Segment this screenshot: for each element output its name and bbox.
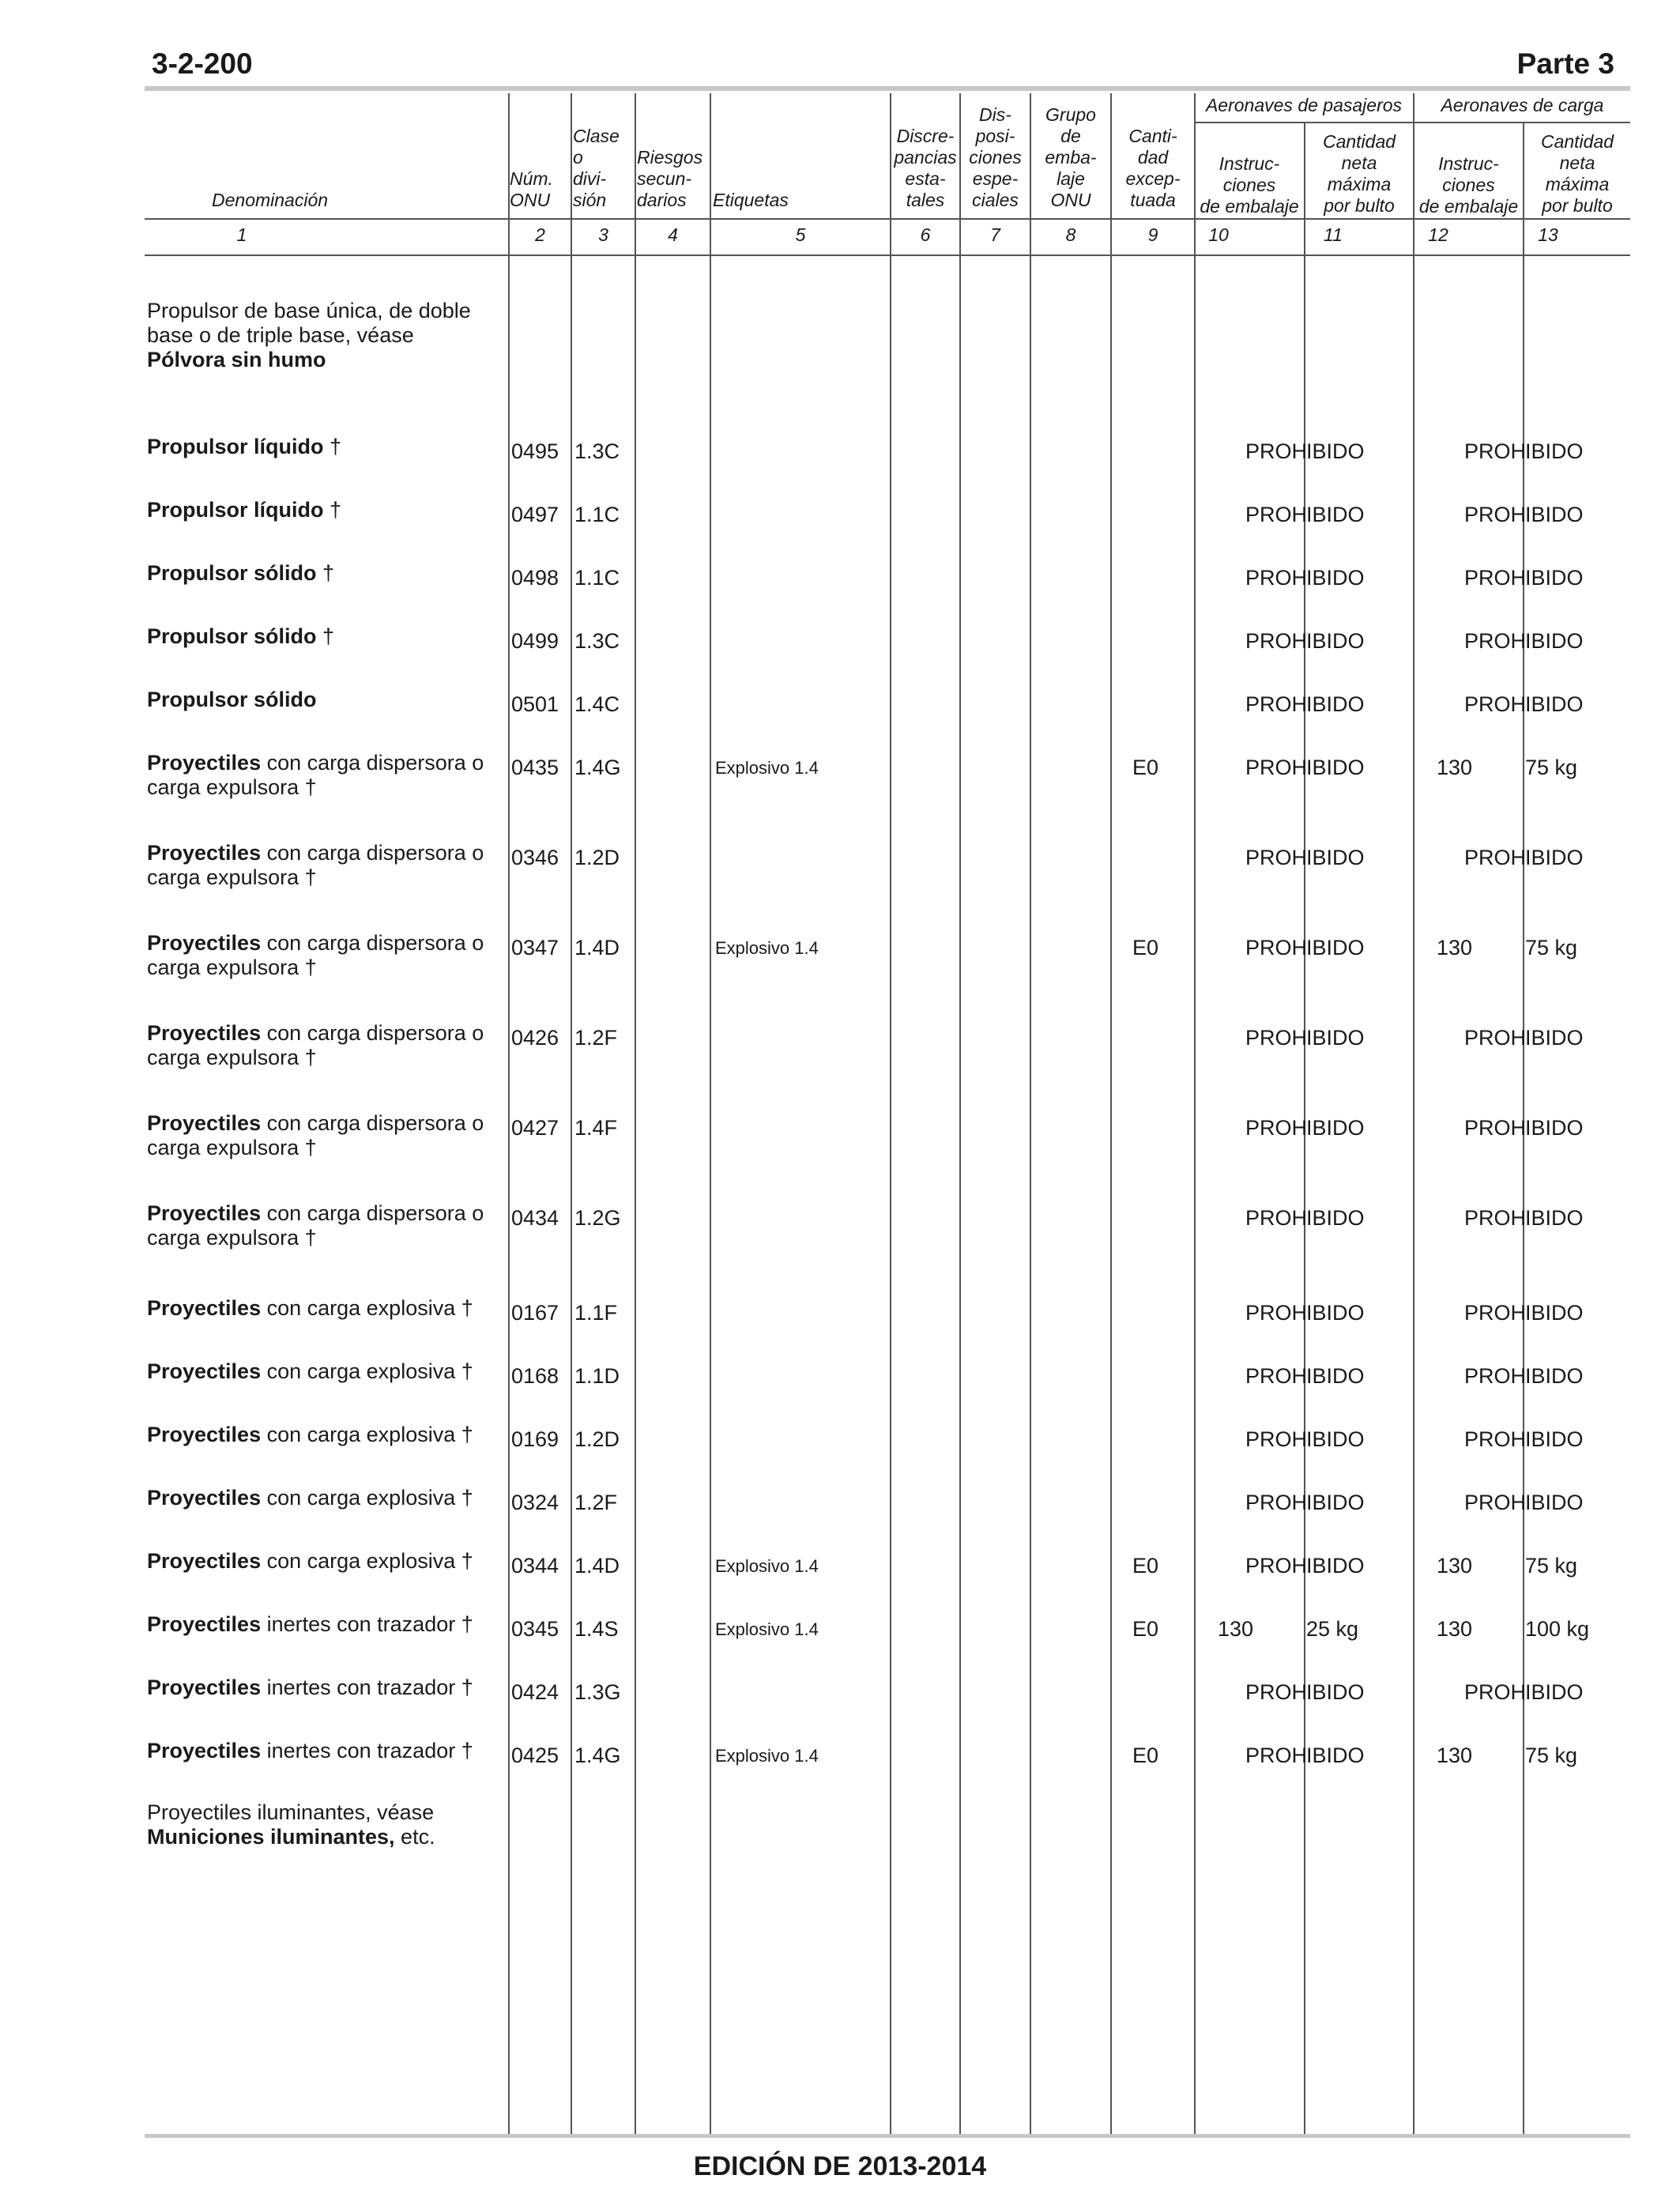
col-number-5: 5: [795, 224, 806, 245]
entry-name: [147, 1359, 495, 1384]
entry-name-text: con carga dispersora o carga expulsora †: [147, 1021, 484, 1069]
entry-name-text: †: [323, 498, 342, 522]
un-number: 0324: [511, 1491, 559, 1514]
body-divider-4: [635, 254, 636, 2134]
entry-name-bold: Propulsor sólido: [147, 561, 317, 585]
col-number-6: 6: [920, 224, 931, 245]
pax-packing-instruction: PROH: [1245, 439, 1308, 463]
entry-name-bold: Propulsor sólido: [147, 688, 317, 711]
pax-max-quantity: IBIDO: [1306, 566, 1365, 590]
entry-name-bold: Proyectiles: [147, 1201, 262, 1225]
class-division: 1.4D: [574, 1554, 620, 1578]
group-header-passenger: Aeronaves de pasajeros: [1205, 95, 1403, 115]
pax-packing-instruction: PROH: [1245, 1206, 1308, 1230]
cargo-packing-instruction: PROH: [1464, 1026, 1527, 1050]
cargo-max-quantity: IBIDO: [1525, 503, 1584, 526]
entry-name: [147, 841, 495, 890]
pax-packing-instruction: PROH: [1245, 692, 1308, 716]
class-division: 1.4F: [574, 1116, 618, 1140]
cargo-max-quantity: IBIDO: [1525, 566, 1584, 590]
pax-max-quantity: IBIDO: [1306, 692, 1365, 716]
un-number: 0501: [511, 692, 559, 716]
col-number-2: 2: [535, 224, 545, 245]
pax-packing-instruction: PROH: [1245, 629, 1308, 653]
col-number-8: 8: [1065, 224, 1076, 245]
entry-name-text: †: [316, 624, 335, 648]
entry-name-text: con carga explosiva †: [261, 1549, 473, 1573]
cargo-max-quantity: IBIDO: [1525, 439, 1584, 463]
entry-name: [147, 1021, 495, 1070]
pax-max-quantity: IBIDO: [1306, 1026, 1365, 1050]
cargo-max-quantity: IBIDO: [1525, 846, 1584, 869]
page-number: 3-2-200: [152, 47, 253, 80]
pax-max-quantity: IBIDO: [1306, 1364, 1365, 1388]
entry-name-bold: Proyectiles: [147, 1296, 262, 1320]
entry-name: [147, 1423, 495, 1447]
cargo-max-quantity: 75 kg: [1525, 936, 1578, 959]
entry-name: [147, 931, 495, 980]
entry-name-text: con carga explosiva †: [261, 1486, 473, 1510]
entry-name-text: inertes con trazador †: [261, 1739, 473, 1762]
entry-name-ref: Municiones iluminantes,: [147, 1825, 395, 1849]
cargo-max-quantity: IBIDO: [1525, 1026, 1584, 1050]
pax-packing-instruction: 130: [1218, 1617, 1254, 1641]
entry-name-bold: Proyectiles: [147, 1111, 262, 1135]
cargo-max-quantity: 75 kg: [1525, 1744, 1578, 1767]
part-label: Parte 3: [1516, 47, 1614, 80]
excepted-quantity: E0: [1132, 1744, 1159, 1767]
pax-packing-instruction: PROH: [1245, 1301, 1308, 1325]
bottom-rule: [145, 2134, 1630, 2138]
class-division: 1.4S: [574, 1617, 619, 1641]
excepted-quantity: E0: [1132, 1554, 1159, 1578]
label-cell: Explosivo 1.4: [715, 1746, 819, 1766]
col-header-2: Núm. ONU: [510, 168, 553, 210]
cargo-max-quantity: IBIDO: [1525, 1301, 1584, 1325]
un-number: 0345: [511, 1617, 559, 1641]
un-number: 0499: [511, 629, 559, 653]
body-divider-8: [1030, 254, 1031, 2134]
pax-packing-instruction: PROH: [1245, 1026, 1308, 1050]
body-divider-11: [1304, 254, 1305, 2134]
entry-name-text: con carga dispersora o carga expulsora †: [147, 841, 484, 889]
excepted-quantity: E0: [1132, 756, 1159, 779]
col-header-6: Discre- pancias esta- tales: [894, 126, 957, 210]
class-division: 1.4G: [574, 756, 621, 779]
class-division: 1.2D: [574, 1427, 620, 1451]
body-divider-6: [890, 254, 891, 2134]
col-header-9: Canti- dad excep- tuada: [1125, 126, 1181, 210]
top-rule: [145, 86, 1630, 91]
pax-packing-instruction: PROH: [1245, 1744, 1308, 1767]
entry-name: [147, 1486, 495, 1510]
cargo-packing-instruction: PROH: [1464, 1491, 1527, 1514]
pax-packing-instruction: PROH: [1245, 756, 1308, 779]
entry-name: [147, 688, 495, 712]
cargo-max-quantity: 100 kg: [1525, 1617, 1590, 1641]
cargo-packing-instruction: PROH: [1464, 1364, 1527, 1388]
cargo-packing-instruction: PROH: [1464, 1680, 1527, 1704]
entry-name: [147, 435, 495, 459]
un-number: 0344: [511, 1554, 559, 1578]
col-header-13: Cantidad neta máxima por bulto: [1540, 131, 1614, 216]
un-number: 0434: [511, 1206, 559, 1230]
edition-footer: EDICIÓN DE 2013-2014: [693, 2151, 987, 2181]
cargo-packing-instruction: 130: [1437, 756, 1473, 779]
col-number-7: 7: [990, 224, 1000, 245]
entry-name-bold: Propulsor sólido: [147, 624, 317, 648]
column-number-rule: [145, 254, 1630, 256]
un-number: 0169: [511, 1427, 559, 1451]
entry-name: [147, 1111, 495, 1160]
entry-name: [147, 1800, 495, 1849]
col-number-1: 1: [236, 224, 247, 245]
pax-max-quantity: IBIDO: [1306, 1680, 1365, 1704]
pax-max-quantity: IBIDO: [1306, 756, 1365, 779]
cargo-packing-instruction: 130: [1437, 1554, 1473, 1578]
entry-name-suffix: etc.: [394, 1825, 435, 1849]
pax-max-quantity: IBIDO: [1306, 1206, 1365, 1230]
body-divider-7: [959, 254, 961, 2134]
entry-name-bold: Proyectiles: [147, 751, 262, 775]
class-division: 1.2F: [574, 1491, 618, 1514]
col-header-5: Etiquetas: [713, 190, 789, 210]
entry-name-text: con carga explosiva †: [261, 1296, 473, 1320]
entry-name-text: †: [316, 561, 335, 585]
class-division: 1.1C: [574, 566, 620, 590]
class-division: 1.2G: [574, 1206, 621, 1230]
entry-name: [147, 1739, 495, 1763]
entry-name: [147, 1201, 495, 1250]
cargo-packing-instruction: 130: [1437, 1744, 1473, 1767]
pax-packing-instruction: PROH: [1245, 936, 1308, 959]
cargo-max-quantity: IBIDO: [1525, 1427, 1584, 1451]
col-divider-2: [508, 93, 510, 2134]
cargo-packing-instruction: PROH: [1464, 1116, 1527, 1140]
entry-name: [147, 1549, 495, 1574]
cargo-max-quantity: IBIDO: [1525, 692, 1584, 716]
cargo-max-quantity: IBIDO: [1525, 1206, 1584, 1230]
entry-name-bold: Proyectiles: [147, 1739, 262, 1762]
col-divider-3: [571, 93, 572, 2134]
pax-max-quantity: 25 kg: [1306, 1617, 1359, 1641]
entry-name-text: con carga explosiva †: [261, 1423, 473, 1446]
un-number: 0168: [511, 1364, 559, 1388]
label-cell: Explosivo 1.4: [715, 758, 819, 778]
pax-packing-instruction: PROH: [1245, 1680, 1308, 1704]
pax-max-quantity: IBIDO: [1306, 1301, 1365, 1325]
un-number: 0495: [511, 439, 559, 463]
entry-name-text: con carga dispersora o carga expulsora †: [147, 1111, 484, 1159]
col-header-7: Dis- posi- ciones espe- ciales: [969, 104, 1022, 210]
entry-name-bold: Proyectiles: [147, 1676, 262, 1699]
cargo-packing-instruction: PROH: [1464, 1206, 1527, 1230]
entry-name: [147, 624, 495, 649]
entry-name-text: inertes con trazador †: [261, 1676, 473, 1699]
pax-max-quantity: IBIDO: [1306, 439, 1365, 463]
cargo-packing-instruction: PROH: [1464, 439, 1527, 463]
col-header-1: Denominación: [212, 190, 329, 210]
cargo-max-quantity: IBIDO: [1525, 1116, 1584, 1140]
class-division: 1.3C: [574, 629, 620, 653]
un-number: 0167: [511, 1301, 559, 1325]
label-cell: Explosivo 1.4: [715, 1556, 819, 1576]
col-header-4: Riesgos secun- darios: [637, 147, 703, 210]
entry-name-text: †: [323, 435, 342, 458]
un-number: 0427: [511, 1116, 559, 1140]
pax-packing-instruction: PROH: [1245, 566, 1308, 590]
col-header-11: Cantidad neta máxima por bulto: [1322, 131, 1396, 216]
entry-name-text: con carga dispersora o carga expulsora †: [147, 931, 484, 979]
entry-name-bold: Propulsor líquido: [147, 498, 324, 522]
col-header-10: Instruc- ciones de embalaje: [1200, 153, 1299, 217]
cargo-max-quantity: 75 kg: [1525, 1554, 1578, 1578]
cargo-packing-instruction: 130: [1437, 936, 1473, 959]
pax-max-quantity: IBIDO: [1306, 629, 1365, 653]
pax-packing-instruction: PROH: [1245, 1554, 1308, 1578]
class-division: 1.2D: [574, 846, 620, 869]
un-number: 0426: [511, 1026, 559, 1050]
cargo-max-quantity: IBIDO: [1525, 1680, 1584, 1704]
cargo-packing-instruction: PROH: [1464, 566, 1527, 590]
label-cell: Explosivo 1.4: [715, 938, 819, 958]
un-number: 0497: [511, 503, 559, 526]
cargo-packing-instruction: PROH: [1464, 846, 1527, 869]
un-number: 0347: [511, 936, 559, 959]
entry-name: [147, 299, 495, 372]
col-number-11: 11: [1324, 224, 1343, 245]
entry-name-bold: Proyectiles: [147, 1486, 262, 1510]
excepted-quantity: E0: [1132, 936, 1159, 959]
entry-name-text: Propulsor de base única, de doble base o de triple base, véase: [147, 299, 471, 347]
un-number: 0346: [511, 846, 559, 869]
entry-name: [147, 561, 495, 586]
pax-packing-instruction: PROH: [1245, 1116, 1308, 1140]
cargo-max-quantity: IBIDO: [1525, 629, 1584, 653]
col-number-3: 3: [598, 224, 608, 245]
col-header-8: Grupo de emba- laje ONU: [1045, 104, 1097, 210]
entry-name-ref: Pólvora sin humo: [147, 348, 326, 371]
col-number-12: 12: [1428, 224, 1448, 245]
col-number-4: 4: [668, 224, 678, 245]
cargo-packing-instruction: 130: [1437, 1617, 1473, 1641]
entry-name-bold: Proyectiles: [147, 1423, 262, 1446]
entry-name: [147, 1676, 495, 1700]
cargo-packing-instruction: PROH: [1464, 1301, 1527, 1325]
entry-name-bold: Propulsor líquido: [147, 435, 324, 458]
entry-name-bold: Proyectiles: [147, 1359, 262, 1383]
entry-name-bold: Proyectiles: [147, 1021, 262, 1045]
label-cell: Explosivo 1.4: [715, 1619, 819, 1639]
body-divider-13: [1523, 254, 1524, 2134]
class-division: 1.4D: [574, 936, 620, 959]
cargo-packing-instruction: PROH: [1464, 692, 1527, 716]
class-division: 1.4C: [574, 692, 620, 716]
pax-max-quantity: IBIDO: [1306, 1427, 1365, 1451]
entry-name-text: inertes con trazador †: [261, 1612, 473, 1636]
col-header-3: Clase o divi- sión: [573, 126, 620, 210]
excepted-quantity: E0: [1132, 1617, 1159, 1641]
un-number: 0498: [511, 566, 559, 590]
pax-packing-instruction: PROH: [1245, 1491, 1308, 1514]
cargo-packing-instruction: PROH: [1464, 1427, 1527, 1451]
col-number-9: 9: [1147, 224, 1158, 245]
entry-name: [147, 1296, 495, 1321]
class-division: 1.3C: [574, 439, 620, 463]
entry-name-text: con carga dispersora o carga expulsora †: [147, 1201, 484, 1250]
pax-packing-instruction: PROH: [1245, 1364, 1308, 1388]
cargo-max-quantity: IBIDO: [1525, 1364, 1584, 1388]
body-divider-9: [1110, 254, 1112, 2134]
group-header-cargo: Aeronaves de carga: [1441, 95, 1604, 115]
class-division: 1.3G: [574, 1680, 621, 1704]
class-division: 1.1F: [574, 1301, 618, 1325]
col-header-12: Instruc- ciones de embalaje: [1418, 153, 1519, 217]
entry-name-bold: Proyectiles: [147, 931, 262, 955]
cargo-packing-instruction: PROH: [1464, 629, 1527, 653]
entry-name-text: Proyectiles iluminantes, véase: [147, 1800, 435, 1824]
entry-name-text: con carga explosiva †: [261, 1359, 473, 1383]
pax-max-quantity: IBIDO: [1306, 846, 1365, 869]
pax-max-quantity: IBIDO: [1306, 1491, 1365, 1514]
pax-packing-instruction: PROH: [1245, 1427, 1308, 1451]
un-number: 0425: [511, 1744, 559, 1767]
body-divider-10: [1194, 254, 1196, 2134]
entry-name: [147, 751, 495, 800]
header-bottom-rule: [145, 218, 1630, 220]
pax-max-quantity: IBIDO: [1306, 1116, 1365, 1140]
pax-packing-instruction: PROH: [1245, 846, 1308, 869]
entry-name-bold: Proyectiles: [147, 1612, 262, 1636]
col-number-10: 10: [1208, 224, 1229, 245]
class-division: 1.2F: [574, 1026, 618, 1050]
pax-packing-instruction: PROH: [1245, 503, 1308, 526]
body-divider-12: [1413, 254, 1414, 2134]
class-division: 1.4G: [574, 1744, 621, 1767]
entry-name-bold: Proyectiles: [147, 841, 262, 865]
pax-max-quantity: IBIDO: [1306, 1554, 1365, 1578]
entry-name: [147, 498, 495, 522]
pax-max-quantity: IBIDO: [1306, 503, 1365, 526]
un-number: 0424: [511, 1680, 559, 1704]
cargo-packing-instruction: PROH: [1464, 503, 1527, 526]
entry-name: [147, 1612, 495, 1637]
entry-name-bold: Proyectiles: [147, 1549, 262, 1573]
cargo-max-quantity: 75 kg: [1525, 756, 1578, 779]
pax-max-quantity: IBIDO: [1306, 936, 1365, 959]
entry-name-text: con carga dispersora o carga expulsora †: [147, 751, 484, 799]
class-division: 1.1D: [574, 1364, 620, 1388]
cargo-max-quantity: IBIDO: [1525, 1491, 1584, 1514]
col-number-13: 13: [1538, 224, 1558, 245]
body-divider-5: [710, 254, 711, 2134]
pax-max-quantity: IBIDO: [1306, 1744, 1365, 1767]
un-number: 0435: [511, 756, 559, 779]
class-division: 1.1C: [574, 503, 620, 526]
